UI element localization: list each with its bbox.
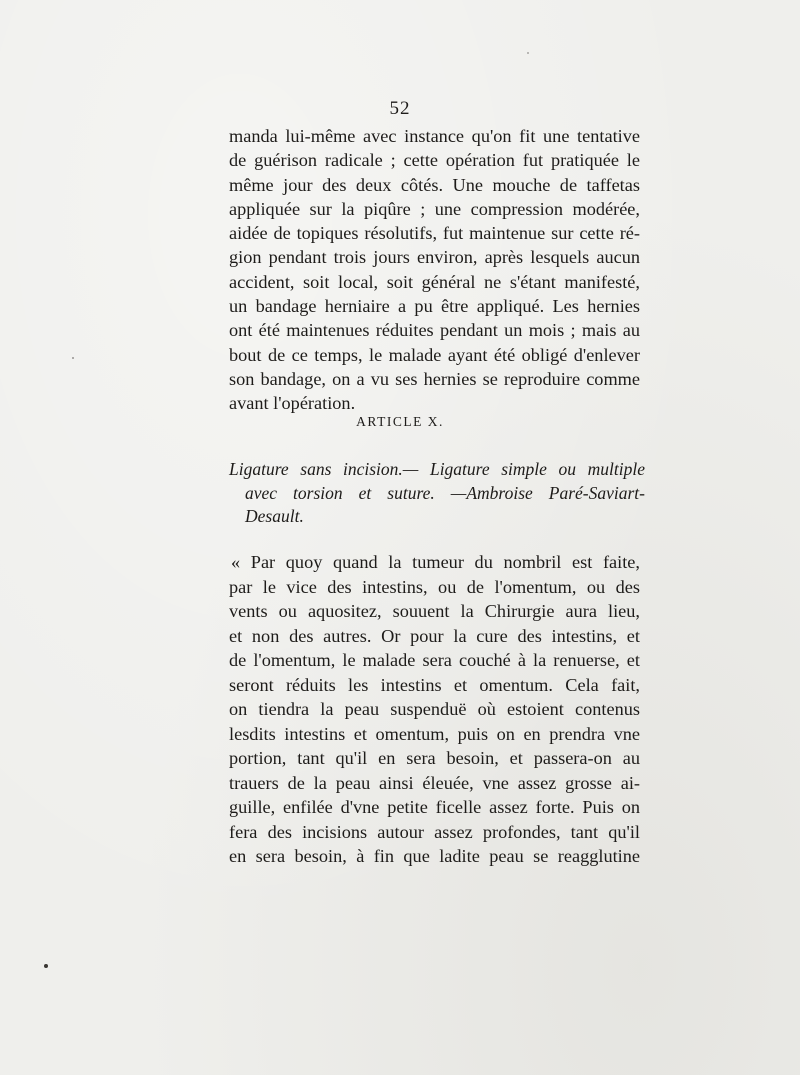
text-line: même jour des deux côtés. Une mouche de taffetas bbox=[229, 174, 640, 195]
page-number: 52 bbox=[389, 98, 411, 119]
text-line: lesdits intestins et omentum, puis on en prendra vne bbox=[229, 723, 640, 744]
text-line: de guérison radicale ; cette opération fut pratiquée le bbox=[229, 150, 640, 171]
text-line: bout de ce temps, le malade ayant été obligé d'enlever bbox=[229, 344, 640, 365]
text-line: guille, enfilée d'vne petite ficelle assez forte. Puis on bbox=[229, 797, 640, 817]
text-line: ont été maintenues réduites pendant un mois ; mais au bbox=[229, 320, 640, 341]
text-line: fera des incisions autour assez profondes, tant qu'il bbox=[229, 821, 640, 842]
paragraph-quotation bbox=[229, 550, 640, 869]
text-line: accident, soit local, soit général ne s'étant manifesté, bbox=[229, 271, 640, 292]
ink-speck bbox=[44, 964, 48, 968]
text-line: par le vice des intestins, ou de l'omentum, ou des bbox=[229, 576, 640, 597]
text-line: et non des autres. Or pour la cure des intestins, et bbox=[229, 625, 640, 646]
ink-speck bbox=[527, 52, 529, 54]
text-line: trauers de la peau ainsi éleuée, vne assez grosse ai- bbox=[229, 772, 640, 793]
text-line: aidée de topiques résolutifs, fut maintenue sur cette ré- bbox=[229, 223, 640, 244]
text-line: avant l'opération. bbox=[229, 393, 356, 414]
text-line: un bandage herniaire a pu être appliqué. Les hernies bbox=[229, 296, 640, 317]
text-line: « Par quoy quand la tumeur du nombril est faite, bbox=[231, 552, 640, 572]
paragraph-case-report bbox=[229, 124, 640, 416]
text-line: manda lui-même avec instance qu'on fit une tentative bbox=[229, 126, 640, 146]
article-heading: ARTICLE X. bbox=[356, 414, 444, 429]
subtitle-line: Desault. bbox=[245, 506, 304, 527]
text-line: son bandage, on a vu ses hernies se reproduire comme bbox=[229, 368, 640, 389]
text-line: de l'omentum, le malade sera couché à la renuerse, et bbox=[229, 650, 640, 670]
text-line: en sera besoin, à fin que ladite peau se reagglutine bbox=[229, 846, 640, 866]
ink-speck bbox=[72, 357, 74, 359]
text-line: on tiendra la peau suspenduë où estoient contenus bbox=[229, 699, 640, 719]
text-line: vents ou aquositez, souuent la Chirurgie aura lieu, bbox=[229, 601, 640, 621]
text-line: gion pendant trois jours environ, après lesquels aucun bbox=[229, 247, 640, 268]
text-line: seront réduits les intestins et omentum. Cela fait, bbox=[229, 674, 640, 695]
text-line: appliquée sur la piqûre ; une compression modérée, bbox=[229, 198, 640, 219]
text-line: portion, tant qu'il en sera besoin, et passera-on au bbox=[229, 748, 640, 768]
subtitle-line: Ligature sans incision.— Ligature simple ou multiple bbox=[229, 459, 645, 479]
subtitle-line: avec torsion et suture. —Ambroise Paré-Saviart- bbox=[245, 482, 645, 503]
article-subtitle bbox=[229, 458, 645, 529]
